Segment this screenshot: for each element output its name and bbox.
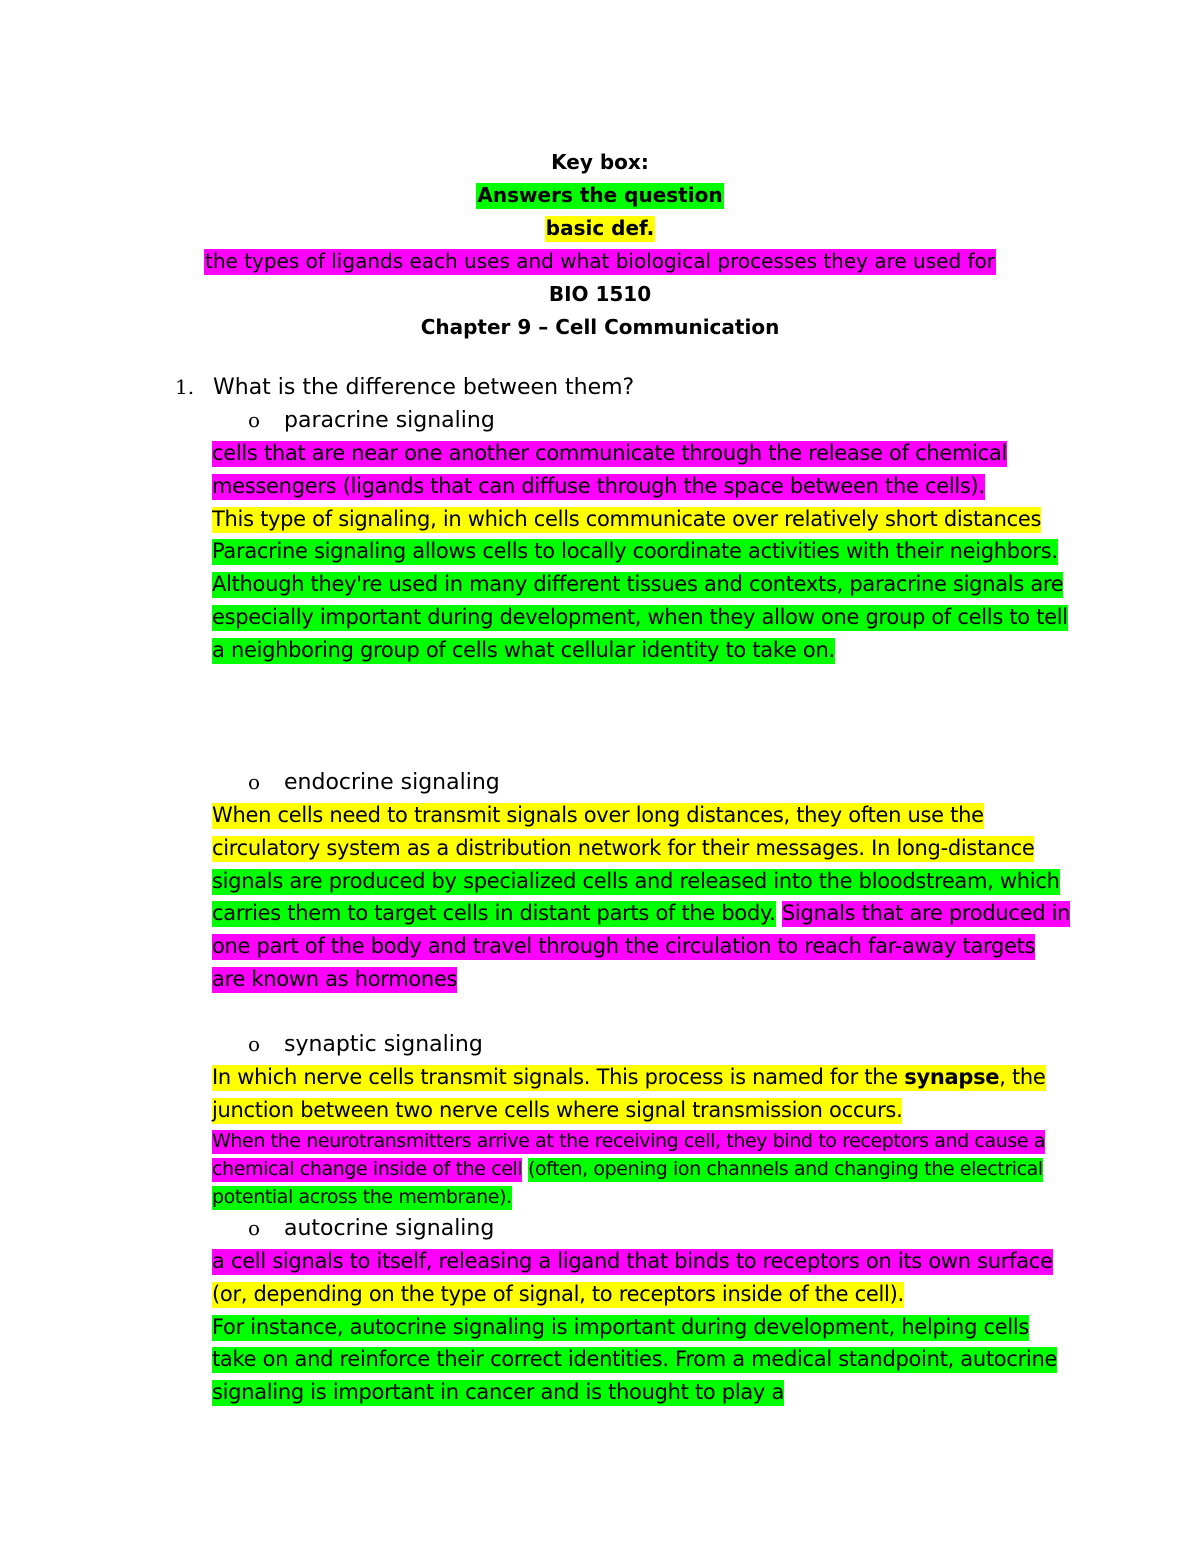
- endocrine-body: [212, 799, 1072, 996]
- endocrine-ligands: Signals that are produced in one part of the body and travel through the circulation to reach far-away targets are known as hormones: [212, 901, 1071, 991]
- synaptic-basic-def: In which nerve cells transmit signals. This process is named for the synapse, the junction between two nerve cells where signal transmission occurs.: [212, 1065, 1046, 1122]
- endocrine-basic-def: When cells need to transmit signals over long distances, they often use the circulatory system as a distribution network for their messages. In long-distance: [212, 803, 1035, 860]
- bullet-marker: o: [248, 1216, 261, 1240]
- bullet-marker: o: [248, 770, 261, 794]
- key-types-of-ligands: the types of ligands each uses and what biological processes they are used for: [204, 249, 996, 273]
- paracrine-answer: Paracrine signaling allows cells to locally coordinate activities with their neighbors. Although they're used in many different tissues and contexts, paracrine signals are especially important during development, when they allow one group of cells to tell a neighboring group of cells what cellular identity to take on.: [212, 539, 1068, 662]
- question-number: 1.: [175, 375, 195, 399]
- paracrine-basic-def: This type of signaling, in which cells communicate over relatively short distances: [212, 506, 1042, 531]
- endocrine-title: endocrine signaling: [284, 770, 500, 795]
- course-code: BIO 1510: [548, 282, 652, 306]
- synaptic-detail: [212, 1127, 1072, 1211]
- bullet-endocrine: [248, 766, 500, 799]
- synapse-term: synapse: [904, 1065, 1000, 1089]
- paracrine-body: [212, 437, 1072, 667]
- bullet-paracrine: [248, 404, 495, 437]
- synaptic-answer: (often, opening ion channels and changing the electrical potential across the membrane).: [212, 1157, 1043, 1208]
- bullet-synaptic: [248, 1028, 483, 1061]
- endocrine-answer: signals are produced by specialized cells and released into the bloodstream, which carries them to target cells in distant parts of the body.: [212, 868, 1060, 926]
- paracrine-definition: cells that are near one another communicate through the release of chemical messengers (ligands that can diffuse through the space between the cells).: [212, 441, 1007, 498]
- question-1: [175, 371, 634, 404]
- autocrine-body: [212, 1245, 1072, 1409]
- key-answers-question: Answers the question: [477, 183, 723, 207]
- bullet-marker: o: [248, 1032, 261, 1056]
- key-basic-def: basic def.: [545, 216, 655, 240]
- key-box-title: Key box:: [551, 150, 649, 174]
- question-text: What is the difference between them?: [213, 375, 635, 400]
- autocrine-basic-def: (or, depending on the type of signal, to receptors inside of the cell).: [212, 1281, 904, 1306]
- autocrine-definition: a cell signals to itself, releasing a ligand that binds to receptors on its own surface: [212, 1249, 1053, 1273]
- synaptic-ligands: When the neurotransmitters arrive at the receiving cell, they bind to receptors and cause a chemical change inside of the cell: [212, 1129, 1046, 1180]
- synaptic-title: synaptic signaling: [284, 1032, 483, 1057]
- bullet-marker: o: [248, 408, 261, 432]
- chapter-title: Chapter 9 – Cell Communication: [420, 315, 780, 339]
- synaptic-body: [212, 1061, 1072, 1211]
- autocrine-title: autocrine signaling: [284, 1216, 495, 1241]
- key-box-header: [0, 146, 1200, 344]
- autocrine-answer: For instance, autocrine signaling is important during development, helping cells take on and reinforce their correct identities. From a medical standpoint, autocrine signaling is important in cancer and is thought to play a: [212, 1314, 1058, 1405]
- bullet-autocrine: [248, 1212, 494, 1245]
- paracrine-title: paracrine signaling: [284, 408, 495, 433]
